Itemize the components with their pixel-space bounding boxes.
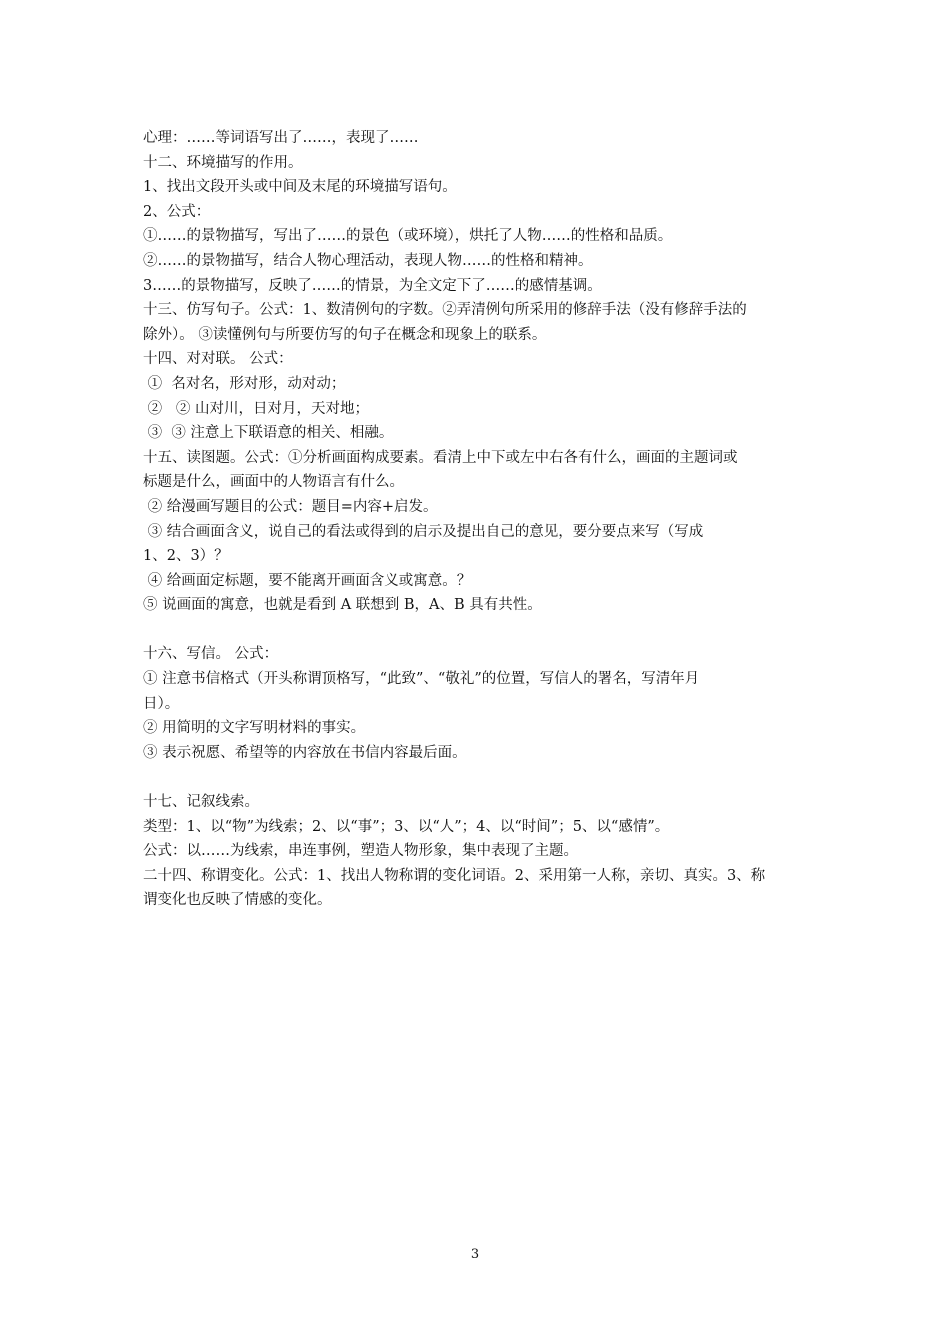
text-line: ⑤ 说画面的寓意，也就是看到 A 联想到 B，A、B 具有共性。 (143, 597, 542, 614)
text-line: 2、公式： (143, 203, 211, 220)
text-line: 心理：……等词语写出了……，表现了…… (143, 130, 419, 146)
section-heading: 十二、环境描写的作用。 (143, 154, 303, 171)
text-line: ③ 表示祝愿、希望等的内容放在书信内容最后面。 (143, 744, 467, 761)
text-line: 3……的景物描写，反映了……的情景，为全文定下了……的感情基调。 (143, 277, 602, 294)
document-body (143, 126, 811, 913)
text-line: 类型：1、以“物”为线索；2、以“事”；3、以“人”；4、以“时间”；5、以“感情”。 (143, 818, 670, 835)
blank-line (143, 618, 811, 643)
section-heading: 十四、对对联。 公式： (143, 351, 293, 368)
text-line: ④ 给画面定标题，要不能离开画面含义或寓意。？ (143, 572, 472, 589)
text-line: ①……的景物描写，写出了……的景色（或环境），烘托了人物……的性格和品质。 (143, 228, 673, 245)
text-line: ① 名对名，形对形，动对动； (143, 375, 346, 392)
section-heading: 二十四、称谓变化。公式：1、找出人物称谓的变化词语。2、采用第一人称，亲切、真实。3、称 (143, 867, 766, 884)
section-heading: 十七、记叙线索。 (143, 794, 259, 811)
text-line: ③ 结合画面含义，说自己的看法或得到的启示及提出自己的意见，要分要点来写（写成 (143, 523, 704, 540)
text-line: 谓变化也反映了情感的变化。 (143, 892, 332, 909)
text-line: ② 给漫画写题目的公式：题目=内容+启发。 (143, 498, 438, 515)
section-heading: 十五、读图题。公式：①分析画面构成要素。看清上中下或左中右各有什么，画面的主题词或 (143, 449, 738, 466)
text-line: ② ② 山对川，日对月，天对地； (143, 400, 370, 417)
page-number: 3 (470, 1247, 480, 1262)
text-line: ② 用简明的文字写明材料的事实。 (143, 720, 366, 737)
section-heading: 十三、仿写句子。公式：1、数清例句的字数。②弄清例句所采用的修辞手法（没有修辞手法的 (143, 302, 747, 319)
text-line: 1、找出文段开头或中间及末尾的环境描写语句。 (143, 179, 457, 196)
text-line: 1、2、3）？ (143, 548, 229, 565)
section-heading: 十六、写信。 公式： (143, 646, 279, 663)
text-line: 日）。 (143, 695, 180, 712)
text-line: ②……的景物描写，结合人物心理活动，表现人物……的性格和精神。 (143, 252, 593, 269)
text-line: 除外）。 ③读懂例句与所要仿写的句子在概念和现象上的联系。 (143, 326, 547, 343)
text-line: 标题是什么，画面中的人物语言有什么。 (143, 474, 404, 491)
text-line: ① 注意书信格式（开头称谓顶格写，“此致”、“敬礼”的位置，写信人的署名，写清年月 (143, 671, 700, 688)
text-line: ③ ③ 注意上下联语意的相关、相融。 (143, 425, 394, 442)
text-line: 公式：以……为线索，串连事例，塑造人物形象，集中表现了主题。 (143, 843, 578, 860)
blank-line (143, 765, 811, 790)
